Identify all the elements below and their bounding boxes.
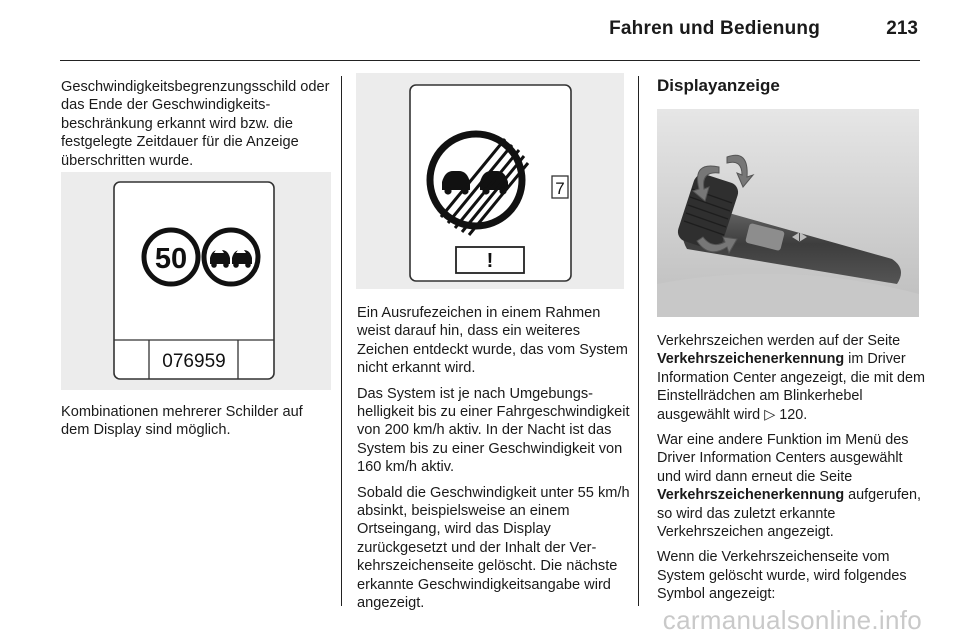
page-reference-icon: ▷	[764, 406, 776, 423]
section-heading: Displayanzeige	[657, 76, 780, 95]
column-1-lower	[61, 403, 333, 447]
col1-paragraph-2: Kombinationen mehrerer Schilder auf dem Display sind möglich.	[61, 404, 303, 439]
menu-page-name: Verkehrszeichenerkennung	[657, 351, 845, 368]
multi-sign-display-figure	[61, 172, 331, 390]
column-divider-2	[638, 76, 639, 606]
no-overtaking-sign-icon	[204, 230, 258, 284]
col1-paragraph-1: Geschwindigkeitsbegrenzungsschild oder das Ende der Geschwindigkeitsbeschränkung erkannt wird bzw. die festgelegte Zeitdauer für die Anzeige überschritten wurde.	[61, 79, 330, 169]
end-of-restrictions-illustration	[356, 73, 624, 289]
column-3	[657, 332, 925, 611]
multi-sign-display-illustration	[61, 172, 331, 390]
column-2	[357, 304, 633, 620]
column-3-heading-wrap	[657, 77, 923, 95]
turn-signal-lever-figure	[657, 109, 919, 317]
menu-page-name-2: Verkehrszeichenerkennung	[657, 487, 845, 504]
plate-digit-icon	[552, 176, 568, 198]
end-of-restrictions-figure	[356, 73, 624, 289]
col2-paragraph-2: Das System ist je nach Umgebungshelligkeit bis zu einer Fahrgeschwindigkeit von 200 km/h aktiv. In der Nacht ist das System bis zu einer Geschwindigkeit von 160 km/h aktiv.	[357, 385, 630, 476]
figure-code: 076959	[162, 351, 226, 372]
turn-signal-lever-illustration	[657, 109, 919, 317]
unrecognized-sign-frame-icon	[456, 247, 524, 273]
speed-limit-value: 50	[154, 243, 188, 275]
col3-paragraph-2: War eine andere Funktion im Menü des Driver Information Centers ausgewählt und wird dann erneut die Seite Verkehrszeichenerkennung aufgerufen, so wird das zuletzt erkannte Verkehrszeichen angezeigt.	[657, 432, 921, 541]
column-divider-1	[341, 76, 342, 606]
svg-text:!: !	[486, 250, 494, 272]
col2-paragraph-3: Sobald die Geschwindigkeit unter 55 km/h absinkt, beispielsweise an einem Ortseingang, wird das Display zurückgesetzt und der Inhalt der Verkehrszeichenseite gelöscht. Die nächste erkannte Geschwindigkeitsangabe wird angezeigt.	[357, 484, 630, 612]
speed-limit-sign-icon	[144, 230, 198, 284]
column-1	[61, 78, 333, 177]
header-divider	[60, 60, 920, 61]
col3-paragraph-1: Verkehrszeichen werden auf der Seite Verkehrszeichenerkennung im Driver Information Center angezeigt, die mit dem Einstellrädchen am Blinkerhebel ausgewählt wird ▷ 120.	[657, 333, 925, 423]
page-title: Fahren und Bedienung	[609, 18, 820, 39]
col3-paragraph-3: Wenn die Verkehrszeichenseite vom System gelöscht wurde, wird folgendes Symbol angezeigt:	[657, 549, 907, 603]
svg-text:7: 7	[555, 179, 565, 198]
watermark: carmanualsonline.info	[662, 605, 922, 635]
page-number: 213	[886, 18, 918, 39]
col2-paragraph-1: Ein Ausrufezeichen in einem Rahmen weist darauf hin, dass ein weiteres Zeichen entdeckt wurde, das vom System nicht erkannt wird.	[357, 305, 628, 377]
